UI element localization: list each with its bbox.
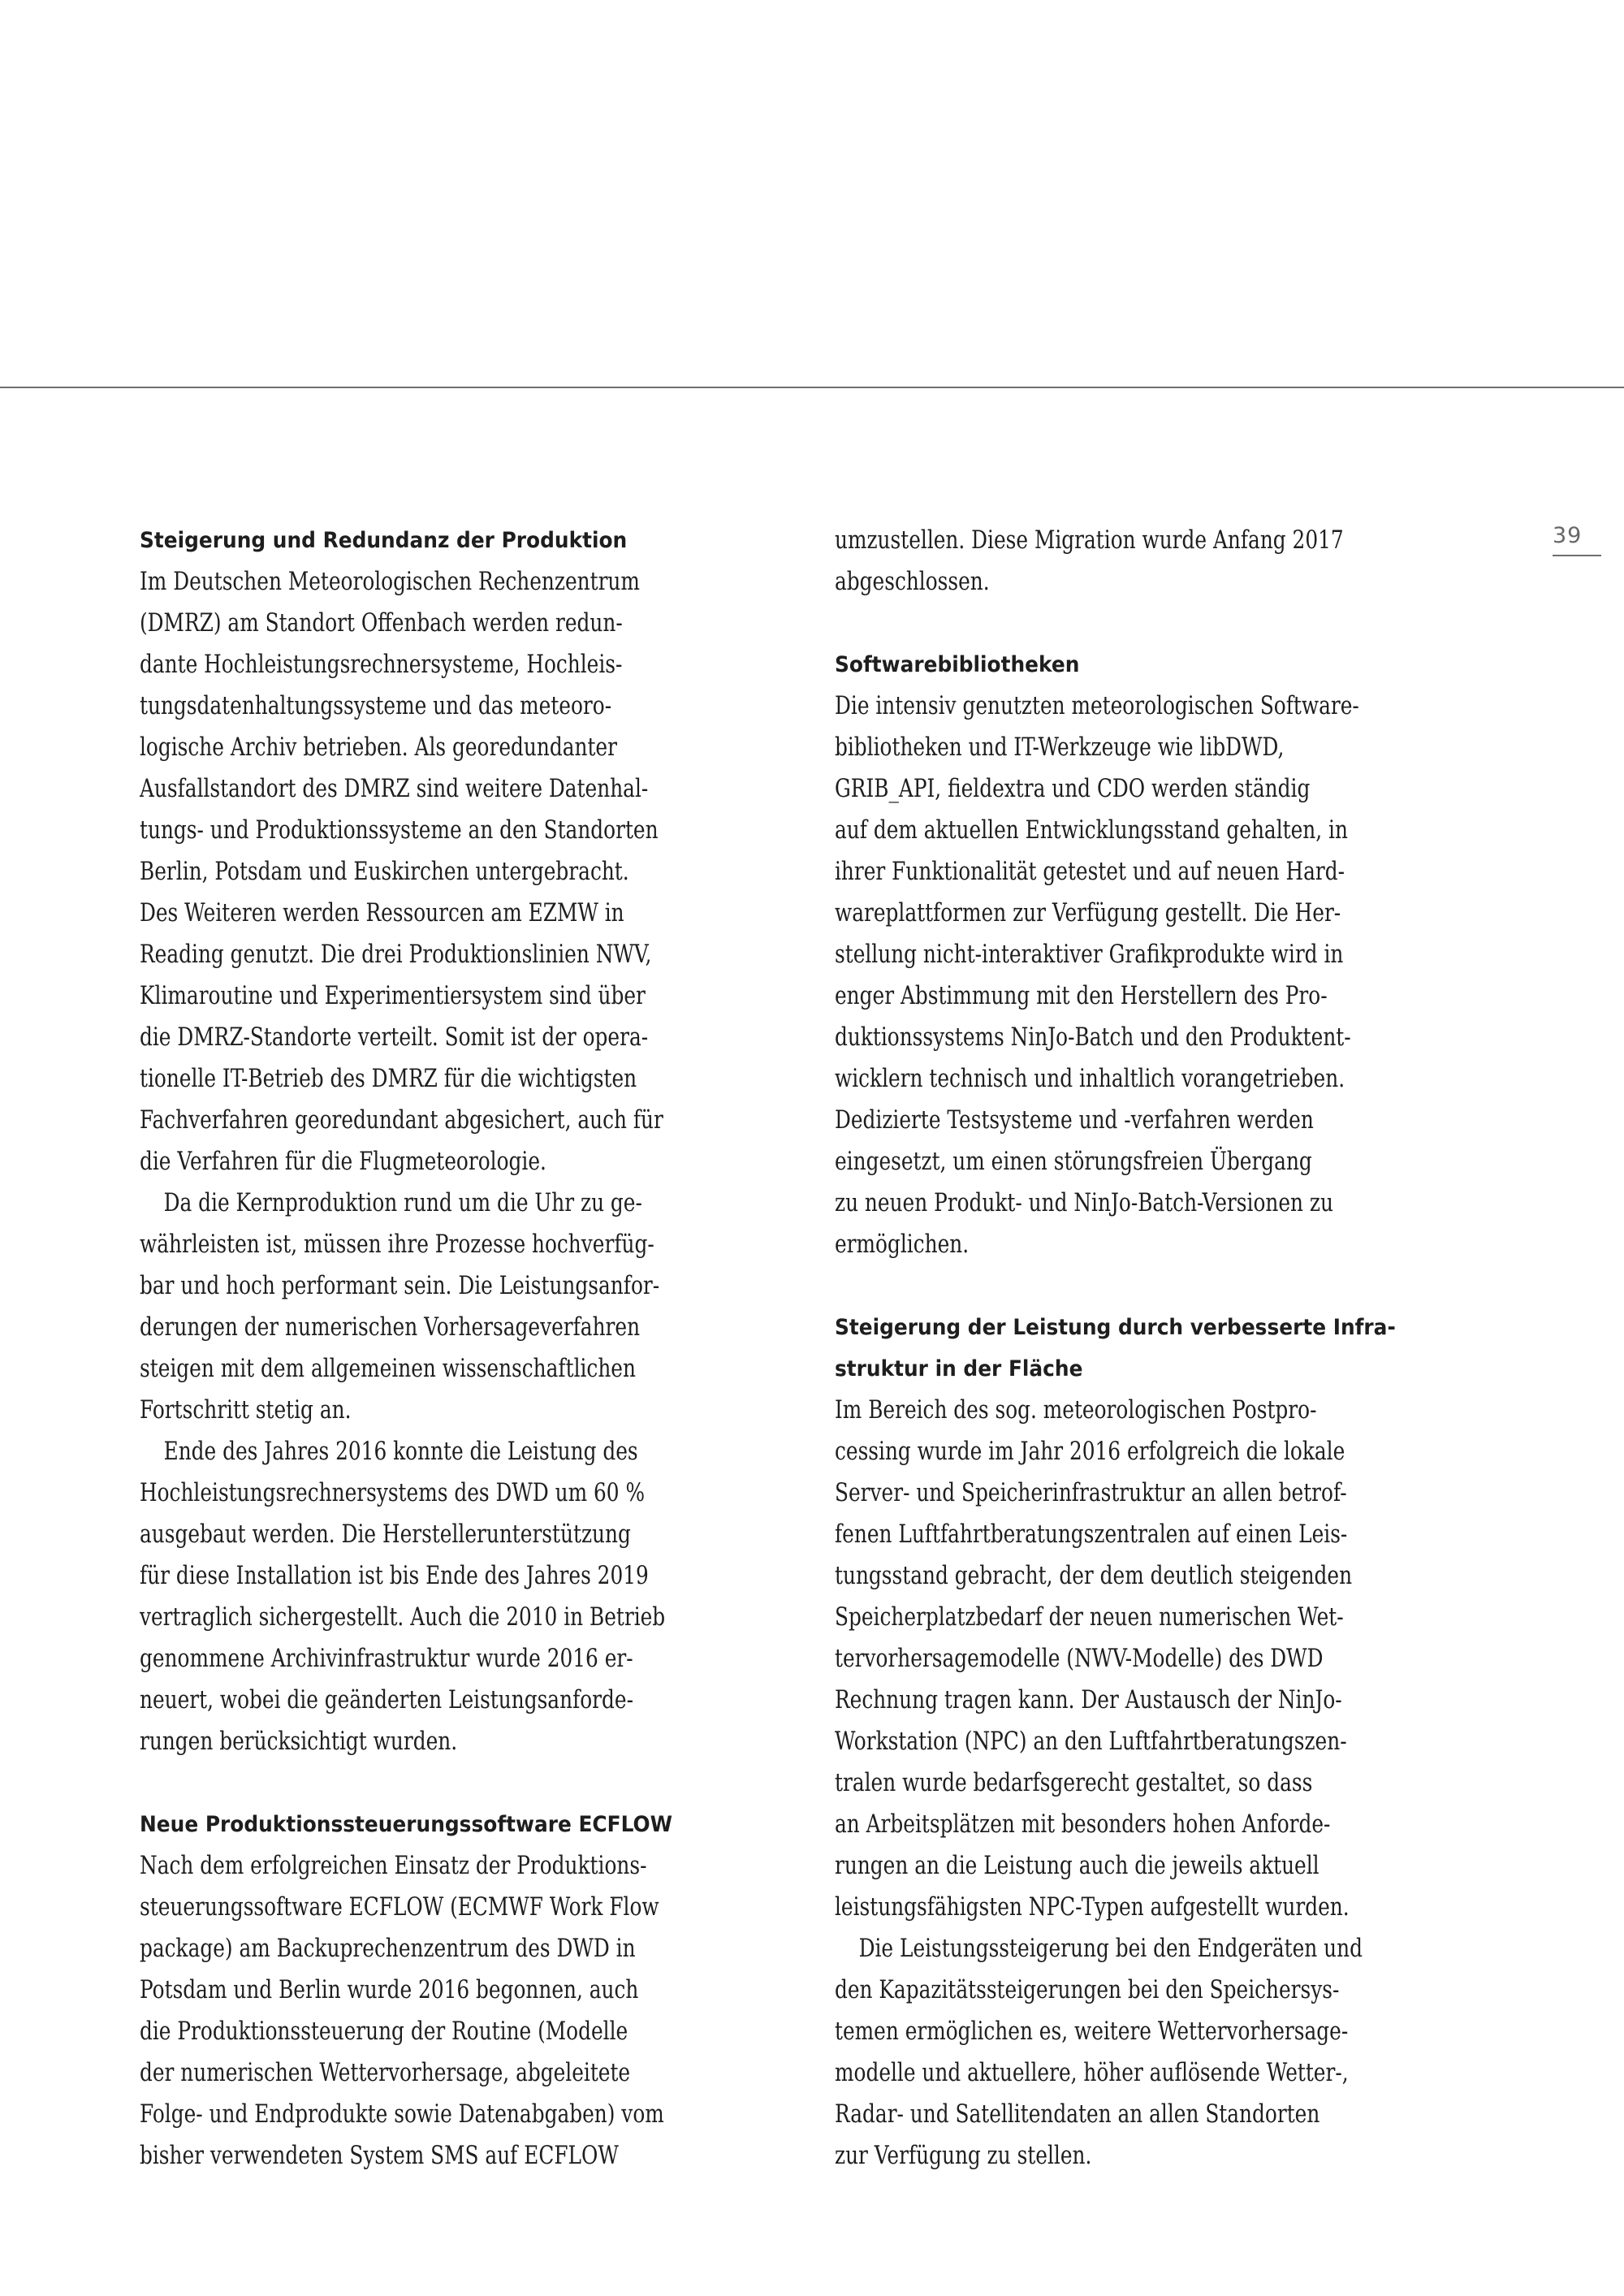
text-line: cessing wurde im Jahr 2016 erfolgreich die lokale xyxy=(835,1437,1345,1466)
text-line: steuerungssoftware ECFLOW (ECMWF Work Flow xyxy=(140,1892,659,1922)
text-line: Fachverfahren georedundant abgesichert, auch für xyxy=(140,1105,663,1135)
text-line: dante Hochleistungsrechnersysteme, Hochleis- xyxy=(140,650,623,679)
text-line: tungsstand gebracht, der dem deutlich steigenden xyxy=(835,1561,1353,1590)
section-heading-redundanz: Steigerung und Redundanz der Produktion xyxy=(140,528,628,553)
text-line: zur Verfügung zu stellen. xyxy=(835,2141,1092,2170)
text-line: bibliotheken und IT-Werkzeuge wie libDWD, xyxy=(835,733,1285,762)
text-line: tralen wurde bedarfsgerecht gestaltet, so dass xyxy=(835,1768,1313,1797)
text-line: für diese Installation ist bis Ende des Jahres 2019 xyxy=(140,1561,649,1590)
text-line: bar und hoch performant sein. Die Leistungsanfor- xyxy=(140,1271,660,1300)
text-line: Des Weiteren werden Ressourcen am EZMW in xyxy=(140,898,624,927)
text-line: ausgebaut werden. Die Herstellerunterstützung xyxy=(140,1520,631,1549)
text-line: Speicherplatzbedarf der neuen numerischen Wet- xyxy=(835,1602,1344,1632)
text-line: Berlin, Potsdam und Euskirchen untergebracht. xyxy=(140,857,629,886)
text-line: eingesetzt, um einen störungsfreien Übergang xyxy=(835,1147,1312,1176)
text-line: Da die Kernproduktion rund um die Uhr zu ge- xyxy=(163,1188,642,1217)
text-line: die Produktionssteuerung der Routine (Modelle xyxy=(140,2017,628,2046)
text-line: (DMRZ) am Standort Offenbach werden redun- xyxy=(140,608,623,638)
section-spacer xyxy=(835,1265,1533,1307)
page-number-underline xyxy=(1553,555,1601,556)
text-line: wicklern technisch und inhaltlich vorangetrieben. xyxy=(835,1064,1345,1093)
text-line: Ende des Jahres 2016 konnte die Leistung des xyxy=(163,1437,638,1466)
text-line: neuert, wobei die geänderten Leistungsanforde- xyxy=(140,1685,633,1714)
text-line: tungsdatenhaltungssysteme und das meteoro- xyxy=(140,691,612,720)
text-line: zu neuen Produkt- und NinJo-Batch-Versionen zu xyxy=(835,1188,1333,1217)
text-line: wareplattformen zur Verfügung gestellt. Die Her- xyxy=(835,898,1341,927)
text-line: Rechnung tragen kann. Der Austausch der NinJo- xyxy=(835,1685,1342,1714)
text-line: logische Archiv betrieben. Als georedundanter xyxy=(140,733,617,762)
text-line: an Arbeitsplätzen mit besonders hohen Anforde- xyxy=(835,1810,1331,1839)
paragraph xyxy=(140,1183,814,1431)
text-line: GRIB_API, fieldextra und CDO werden ständig xyxy=(835,774,1311,803)
text-line: Klimaroutine und Experimentiersystem sind über xyxy=(140,981,646,1010)
text-line: der numerischen Wettervorhersage, abgeleitete xyxy=(140,2058,631,2087)
text-line: Radar- und Satellitendaten an allen Standorten xyxy=(835,2099,1320,2129)
text-line: Workstation (NPC) an den Luftfahrtberatungszen- xyxy=(835,1727,1347,1756)
section-heading-softwarebibliotheken: Softwarebibliotheken xyxy=(835,652,1080,677)
text-line: rungen berücksichtigt wurden. xyxy=(140,1727,458,1756)
text-line: ihrer Funktionalität getestet und auf neuen Hard- xyxy=(835,857,1345,886)
text-line: temen ermöglichen es, weitere Wettervorhersage- xyxy=(835,2017,1349,2046)
text-line: Folge- und Endprodukte sowie Datenabgaben) vom xyxy=(140,2099,664,2129)
right-column xyxy=(835,520,1533,2177)
text-line: Die intensiv genutzten meteorologischen Software- xyxy=(835,691,1359,720)
text-line: Ausfallstandort des DMRZ sind weitere Datenhal- xyxy=(140,774,649,803)
text-line: auf dem aktuellen Entwicklungsstand gehalten, in xyxy=(835,815,1348,845)
paragraph xyxy=(835,1928,1533,2177)
text-line: derungen der numerischen Vorhersageverfahren xyxy=(140,1312,641,1342)
text-line: vertraglich sichergestellt. Auch die 2010 in Betrieb xyxy=(140,1602,666,1632)
page-number: 39 xyxy=(1553,523,1583,548)
text-line: den Kapazitätssteigerungen bei den Speichersys- xyxy=(835,1975,1340,2004)
text-line: Fortschritt stetig an. xyxy=(140,1395,352,1425)
text-line: modelle und aktuellere, höher auflösende Wetter-, xyxy=(835,2058,1349,2087)
text-line: Dedizierte Testsysteme und -verfahren werden xyxy=(835,1105,1314,1135)
text-line: umzustellen. Diese Migration wurde Anfang 2017 xyxy=(835,525,1344,555)
paragraph xyxy=(835,1390,1533,1928)
text-line: tionelle IT-Betrieb des DMRZ für die wichtigsten xyxy=(140,1064,637,1093)
paragraph xyxy=(140,1845,814,2177)
section-heading-infrastruktur-cont: struktur in der Fläche xyxy=(835,1356,1083,1381)
text-line: duktionssystems NinJo-Batch und den Produktent- xyxy=(835,1023,1351,1052)
text-line: Die Leistungssteigerung bei den Endgeräten und xyxy=(858,1934,1363,1963)
text-line: die Verfahren für die Flugmeteorologie. xyxy=(140,1147,546,1176)
text-line: rungen an die Leistung auch die jeweils aktuell xyxy=(835,1851,1320,1880)
text-line: leistungsfähigsten NPC-Typen aufgestellt wurden. xyxy=(835,1892,1350,1922)
text-line: währleisten ist, müssen ihre Prozesse hochverfüg- xyxy=(140,1230,654,1259)
text-line: Server- und Speicherinfrastruktur an allen betrof- xyxy=(835,1478,1347,1507)
text-line: abgeschlossen. xyxy=(835,567,990,596)
text-line: bisher verwendeten System SMS auf ECFLOW xyxy=(140,2141,619,2170)
left-column xyxy=(140,520,814,2177)
section-spacer xyxy=(140,1762,814,1804)
text-line: ermöglichen. xyxy=(835,1230,970,1259)
text-line: fenen Luftfahrtberatungszentralen auf einen Leis- xyxy=(835,1520,1348,1549)
header-divider xyxy=(0,387,1624,388)
section-heading-infrastruktur: Steigerung der Leistung durch verbesserte Infra- xyxy=(835,1315,1396,1340)
text-line: steigen mit dem allgemeinen wissenschaftlichen xyxy=(140,1354,636,1383)
text-line: stellung nicht-interaktiver Grafikprodukte wird in xyxy=(835,940,1344,969)
text-line: genommene Archivinfrastruktur wurde 2016 er- xyxy=(140,1644,633,1673)
text-line: Reading genutzt. Die drei Produktionslinien NWV, xyxy=(140,940,652,969)
text-line: Nach dem erfolgreichen Einsatz der Produktions- xyxy=(140,1851,647,1880)
section-heading-ecflow: Neue Produktionssteuerungssoftware ECFLOW xyxy=(140,1812,673,1837)
text-line: enger Abstimmung mit den Herstellern des Pro- xyxy=(835,981,1328,1010)
paragraph xyxy=(835,685,1533,1265)
text-line: package) am Backuprechenzentrum des DWD in xyxy=(140,1934,636,1963)
text-line: tervorhersagemodelle (NWV-Modelle) des DWD xyxy=(835,1644,1324,1673)
text-line: tungs- und Produktionssysteme an den Standorten xyxy=(140,815,659,845)
text-line: Potsdam und Berlin wurde 2016 begonnen, auch xyxy=(140,1975,639,2004)
text-line: die DMRZ-Standorte verteilt. Somit ist der opera- xyxy=(140,1023,649,1052)
paragraph xyxy=(140,561,814,1183)
text-line: Hochleistungsrechnersystems des DWD um 60 % xyxy=(140,1478,646,1507)
section-spacer xyxy=(835,603,1533,644)
text-line: Im Deutschen Meteorologischen Rechenzentrum xyxy=(140,567,640,596)
paragraph-continuation xyxy=(835,520,1533,603)
text-line: Im Bereich des sog. meteorologischen Postpro- xyxy=(835,1395,1317,1425)
paragraph xyxy=(140,1431,814,1762)
